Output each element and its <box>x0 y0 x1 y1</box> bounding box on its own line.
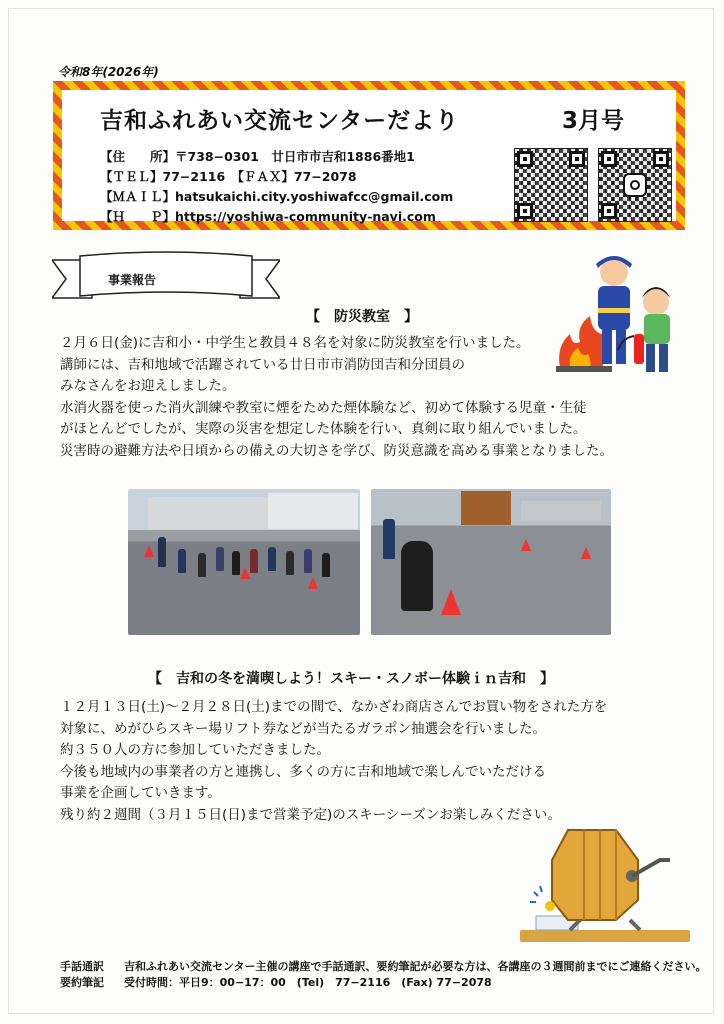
section-ribbon <box>52 250 280 310</box>
era-label: 令和8年(2026年) <box>58 65 159 79</box>
address-line: 【住 所】〒738−0301 廿日市市吉和1886番地1 <box>100 149 415 164</box>
footer-notice: 吉和ふれあい交流センター主催の講座で手話通訳、要約筆記が必要な方は、各講座の３週間前までにご連絡ください。 <box>124 960 707 973</box>
disaster-drill-photo-1 <box>128 489 360 635</box>
article2-line: 事業を企画していきます。 <box>60 785 221 802</box>
instagram-qr-icon <box>598 148 672 222</box>
tel-fax-line: 【ＴＥＬ】77−2116 【ＦＡＸ】77−2078 <box>100 169 357 184</box>
article1-body <box>60 333 613 463</box>
garapon-lottery-illustration <box>520 820 690 948</box>
article1-line: 水消火器を使った消火訓練や教室に煙をためた煙体験など、初めて体験する児童・生徒 <box>60 399 587 416</box>
header-inner <box>62 90 676 224</box>
article2-line: 対象に、めがひらスキー場リフト券などが当たるガラポン抽選会を行いました。 <box>60 720 546 737</box>
footer-label-sign-language: 手話通訳 <box>60 960 104 973</box>
article2-line: 今後も地域内の事業者の方と連携し、多くの方に吉和地域で楽しんでいただける <box>60 763 546 780</box>
hp-line[interactable]: 【Ｈ Ｐ】https://yoshiwa-community-navi.com <box>100 209 436 224</box>
section-ribbon-label: 事業報告 <box>108 273 157 287</box>
mail-line[interactable]: 【ＭＡＩＬ】hatsukaichi.city.yoshiwafcc@gmail.com <box>100 189 454 204</box>
instagram-icon <box>623 173 647 197</box>
newsletter-title: 吉和ふれあい交流センターだより <box>100 108 460 134</box>
header-frame <box>53 81 685 230</box>
qr-code-icon <box>514 148 588 222</box>
article2-line: 約３５０人の方に参加していただきました。 <box>60 742 330 759</box>
footer-label-summary-writing: 要約筆記 <box>60 976 104 989</box>
article1-line: みなさんをお迎えしました。 <box>60 378 236 395</box>
article2-body <box>60 697 607 827</box>
article1-line: ２月６日(金)に吉和小・中学生と教員４８名を対象に防災教室を行いました。 <box>60 335 530 351</box>
disaster-drill-photo-2 <box>371 489 611 635</box>
article1-heading: 【 防災教室 】 <box>306 309 418 325</box>
newsletter-month: 3月号 <box>562 108 625 134</box>
article1-line: 講師には、吉和地域で活躍されている廿日市市消防団吉和分団員の <box>60 356 465 373</box>
article1-line: 災害時の避難方法や日頃からの備えの大切さを学び、防災意識を高める事業となりました。 <box>60 442 613 459</box>
article2-line: 残り約２週間（３月１５日(日)まで営業予定)のスキーシーズンお楽しみください。 <box>60 806 561 823</box>
article2-heading: 【 吉和の冬を満喫しよう！スキー・スノボー体験ｉｎ吉和 】 <box>148 671 554 687</box>
article2-line: １２月１３日(土)～２月２８日(土)までの間で、なかざわ商店さんでお買い物をされた方を <box>60 699 608 715</box>
article1-line: がほとんどでしたが、実際の災害を想定した体験を行い、真剣に取り組んでいました。 <box>60 421 587 438</box>
footer-reception-hours: 受付時間：平日9：00−17：00 (Tel) 77−2116 (Fax) 77−2078 <box>124 976 492 989</box>
